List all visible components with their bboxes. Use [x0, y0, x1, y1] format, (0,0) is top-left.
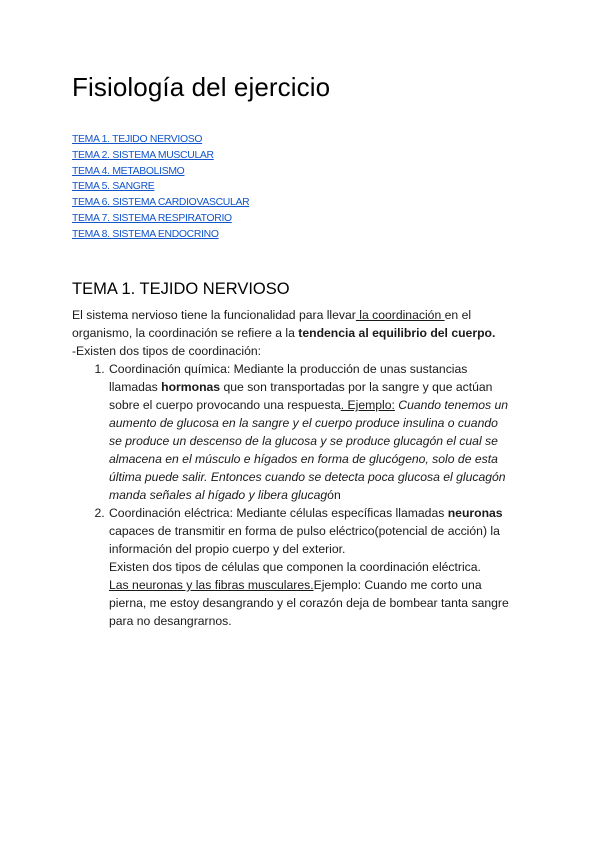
section-body — [72, 306, 512, 630]
item2-bold: neuronas — [447, 506, 503, 520]
item2-text-3: Existen dos tipos de células que componen la coordinación eléctrica. — [109, 560, 481, 574]
item1-text-3: ón — [327, 488, 341, 502]
section-heading: TEMA 1. TEJIDO NERVIOSO — [72, 280, 290, 298]
intro-text-2: en el organismo, la coordinación se refiere a la — [72, 308, 472, 340]
document-title: Fisiología del ejercicio — [72, 72, 331, 102]
toc-link-tema-4[interactable]: TEMA 4. METABOLISMO — [72, 165, 185, 177]
toc-item — [72, 211, 249, 227]
toc-item — [72, 179, 249, 195]
toc-link-tema-7[interactable]: TEMA 7. SISTEMA RESPIRATORIO — [72, 212, 232, 224]
toc-item — [72, 227, 249, 243]
item2-underlined: Las neuronas y las fibras musculares. — [109, 578, 314, 592]
item1-bold: hormonas — [161, 380, 221, 394]
item1-text-2: que son transportadas por la sangre y que actúan sobre el cuerpo provocando una respuesta — [109, 380, 493, 412]
toc-link-tema-5[interactable]: TEMA 5. SANGRE — [72, 181, 155, 193]
item2-text-1: Coordinación eléctrica: Mediante células específicas llamadas — [109, 506, 448, 520]
toc-link-tema-6[interactable]: TEMA 6. SISTEMA CARDIOVASCULAR — [72, 197, 250, 209]
toc-link-tema-8[interactable]: TEMA 8. SISTEMA ENDOCRINO — [72, 228, 219, 240]
item1-text-1: Coordinación química: Mediante la producción de unas sustancias llamadas — [109, 362, 468, 394]
toc-item — [72, 132, 249, 148]
toc-item — [72, 164, 249, 180]
toc-link-tema-1[interactable]: TEMA 1. TEJIDO NERVIOSO — [72, 134, 203, 145]
list-item-chemical — [108, 360, 512, 504]
item2-text-2: capaces de transmitir en forma de pulso eléctrico(potencial de acción) la información del propio cuerpo y del exterior. — [109, 524, 500, 556]
types-line: -Existen dos tipos de coordinación: — [72, 344, 262, 358]
item2-text-4: Ejemplo: Cuando me corto una pierna, me estoy desangrando y el corazón deja de bombear tanta sangre para no desangrarnos. — [109, 578, 509, 628]
list-item-electrical — [108, 504, 512, 630]
toc-item — [72, 148, 249, 164]
intro-text-1: El sistema nervioso tiene la funcionalidad para llevar — [72, 308, 356, 322]
intro-underlined: la coordinación — [355, 308, 445, 322]
toc-item — [72, 195, 249, 211]
table-of-contents — [72, 132, 249, 243]
item1-example-italic: Cuando tenemos un aumento de glucosa en la sangre y el cuerpo produce insulina o cuando se produce un descenso de la glucosa y se produce glucagón el cual se almacena en el músculo e hígados en forma de glucógeno, solo de esta última puede salir. Entonces cuando se detecta poca glucosa el glucagón manda señales al hígado y libera glucag — [109, 398, 509, 502]
intro-paragraph — [72, 306, 512, 342]
toc-link-tema-2[interactable]: TEMA 2. SISTEMA MUSCULAR — [72, 149, 214, 161]
intro-bold: tendencia al equilibrio del cuerpo. — [298, 326, 496, 340]
coordination-list — [72, 360, 512, 630]
item1-example-label: . Ejemplo: — [340, 398, 395, 412]
